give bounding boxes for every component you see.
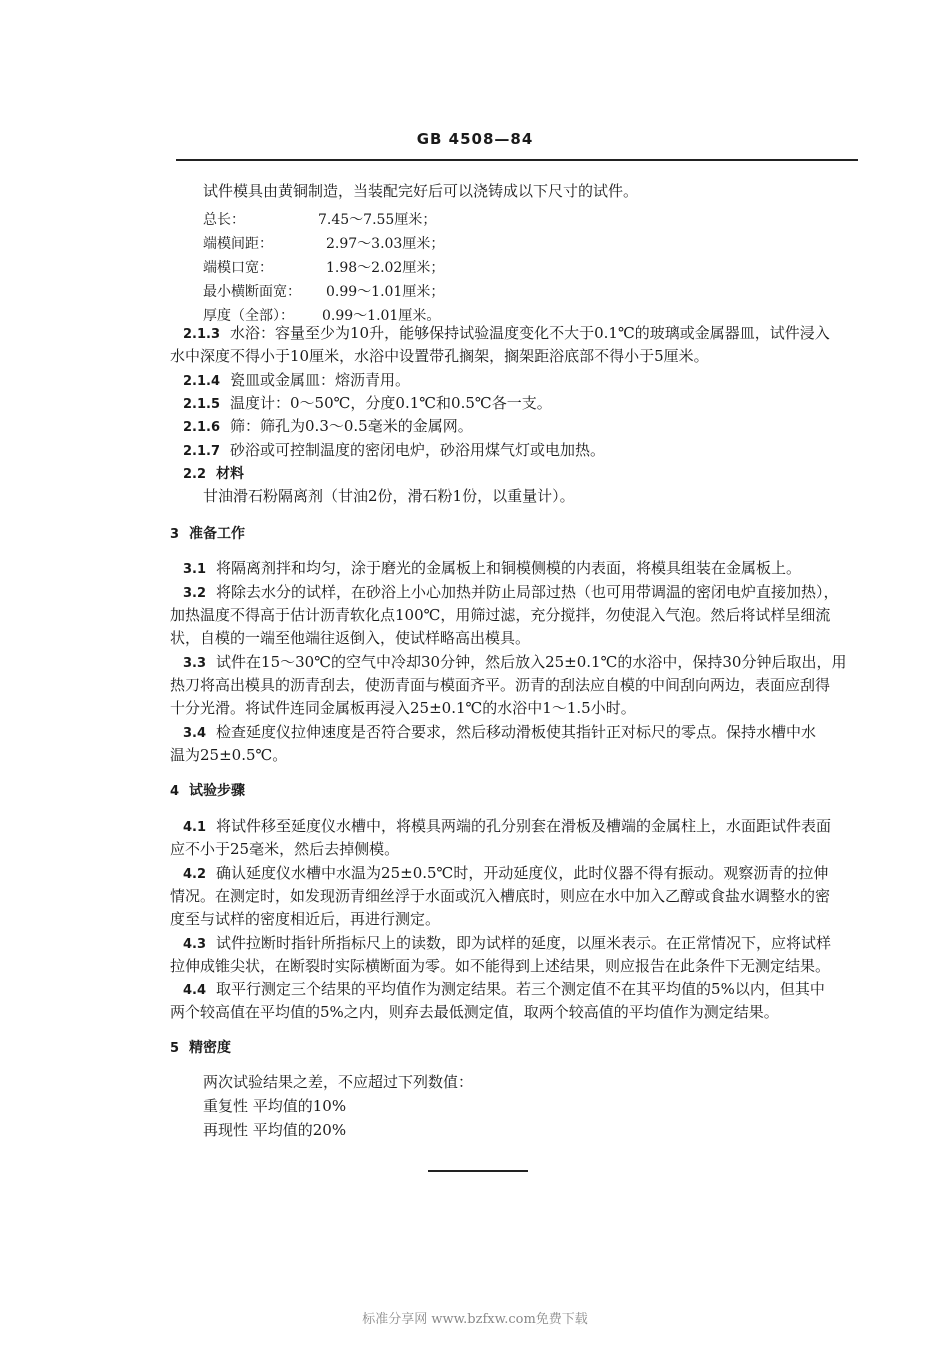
dimension-value: 1.98～2.02厘米； <box>326 260 445 276</box>
dimension-value: 0.99～1.01厘米； <box>326 284 445 300</box>
dimension-label: 总长： <box>203 212 245 228</box>
section-3-3-cont: 十分光滑。将试件连同金属板再浸入25±0.1℃的水浴中1～1.5小时。 <box>170 699 636 717</box>
section-4-2-cont: 度至与试样的密度相近后，再进行测定。 <box>170 910 441 928</box>
section-3-4-cont: 温为25±0.5℃。 <box>170 746 288 764</box>
header-rule <box>176 159 858 161</box>
section-5-heading: 5 精密度 <box>170 1040 232 1056</box>
footer-watermark: 标准分享网 www.bzfxw.com免费下载 <box>362 1312 588 1327</box>
dimension-label: 最小横断面宽： <box>203 284 301 300</box>
section-2-1-7: 2.1.7 砂浴或可控制温度的密闭电炉，砂浴用煤气灯或电加热。 <box>183 441 606 459</box>
section-3-heading: 3 准备工作 <box>170 526 246 542</box>
section-4-heading: 4 试验步骤 <box>170 783 246 799</box>
section-2-1-3: 2.1.3 水浴：容量至少为10升，能够保持试验温度变化不大于0.1℃的玻璃或金属器皿，试件浸入 <box>183 324 830 342</box>
precision-intro: 两次试验结果之差，不应超过下列数值： <box>203 1073 474 1091</box>
section-4-1: 4.1 将试件移至延度仪水槽中，将模具两端的孔分别套在滑板及槽端的金属柱上，水面距试件表面 <box>183 817 832 835</box>
section-3-2-cont: 状，自模的一端至他端往返倒入，使试样略高出模具。 <box>170 629 531 647</box>
dimension-label: 厚度（全部）： <box>203 308 294 324</box>
dimension-value: 7.45～7.55厘米； <box>318 212 437 228</box>
section-2-2-heading: 2.2 材料 <box>183 466 245 482</box>
section-3-3: 3.3 试件在15～30℃的空气中冷却30分钟，然后放入25±0.1℃的水浴中，保持30分钟后取出，用 <box>183 653 847 671</box>
dimension-value: 0.99～1.01厘米。 <box>322 308 441 324</box>
section-3-4: 3.4 检查延度仪拉伸速度是否符合要求，然后移动滑板使其指针正对标尺的零点。保持水槽中水 <box>183 723 817 741</box>
section-3-2-cont: 加热温度不得高于估计沥青软化点100℃，用筛过滤，充分搅拌，勿使混入气泡。然后将试样呈细流 <box>170 606 831 624</box>
section-4-1-cont: 应不小于25毫米，然后去掉侧模。 <box>170 840 400 858</box>
section-4-3-cont: 拉伸成锥尖状，在断裂时实际横断面为零。如不能得到上述结果，则应报告在此条件下无测定结果。 <box>170 957 831 975</box>
section-3-2: 3.2 将除去水分的试样，在砂浴上小心加热并防止局部过热（也可用带调温的密闭电炉直接加热）， <box>183 583 839 601</box>
end-rule <box>428 1170 528 1172</box>
section-2-1-6: 2.1.6 筛：筛孔为0.3～0.5毫米的金属网。 <box>183 417 473 435</box>
section-4-4: 4.4 取平行测定三个结果的平均值作为测定结果。若三个测定值不在其平均值的5%以内，但其中 <box>183 980 825 998</box>
section-4-4-cont: 两个较高值在平均值的5%之内，则弃去最低测定值，取两个较高值的平均值作为测定结果。 <box>170 1003 779 1021</box>
section-4-3: 4.3 试件拉断时指针所指标尺上的读数，即为试样的延度，以厘米表示。在正常情况下，应将试样 <box>183 934 832 952</box>
dimension-label: 端模间距： <box>203 236 273 252</box>
section-3-1: 3.1 将隔离剂拌和均匀，涂于磨光的金属板上和铜模侧模的内表面，将模具组装在金属板上。 <box>183 559 802 577</box>
dimension-label: 端模口宽： <box>203 260 273 276</box>
precision-reproducibility: 再现性 平均值的20% <box>203 1121 347 1139</box>
section-2-1-5: 2.1.5 温度计：0～50℃，分度0.1℃和0.5℃各一支。 <box>183 394 552 412</box>
intro-text: 试件模具由黄铜制造，当装配完好后可以浇铸成以下尺寸的试件。 <box>203 182 639 200</box>
section-2-2-text: 甘油滑石粉隔离剂（甘油2份，滑石粉1份，以重量计）。 <box>203 487 575 505</box>
dimension-value: 2.97～3.03厘米； <box>326 236 445 252</box>
precision-repeatability: 重复性 平均值的10% <box>203 1097 347 1115</box>
section-4-2: 4.2 确认延度仪水槽中水温为25±0.5℃时，开动延度仪，此时仪器不得有振动。观察沥青的拉伸 <box>183 864 829 882</box>
standard-code: GB 4508—84 <box>416 130 534 148</box>
section-2-1-4: 2.1.4 瓷皿或金属皿：熔沥青用。 <box>183 371 411 389</box>
section-3-3-cont: 热刀将高出模具的沥青刮去，使沥青面与模面齐平。沥青的刮法应自模的中间刮向两边，表面应刮得 <box>170 676 831 694</box>
section-4-2-cont: 情况。在测定时，如发现沥青细丝浮于水面或沉入槽底时，则应在水中加入乙醇或食盐水调整水的密 <box>170 887 831 905</box>
section-2-1-3-cont: 水中深度不得小于10厘米，水浴中设置带孔搁架，搁架距浴底部不得小于5厘米。 <box>170 347 709 365</box>
